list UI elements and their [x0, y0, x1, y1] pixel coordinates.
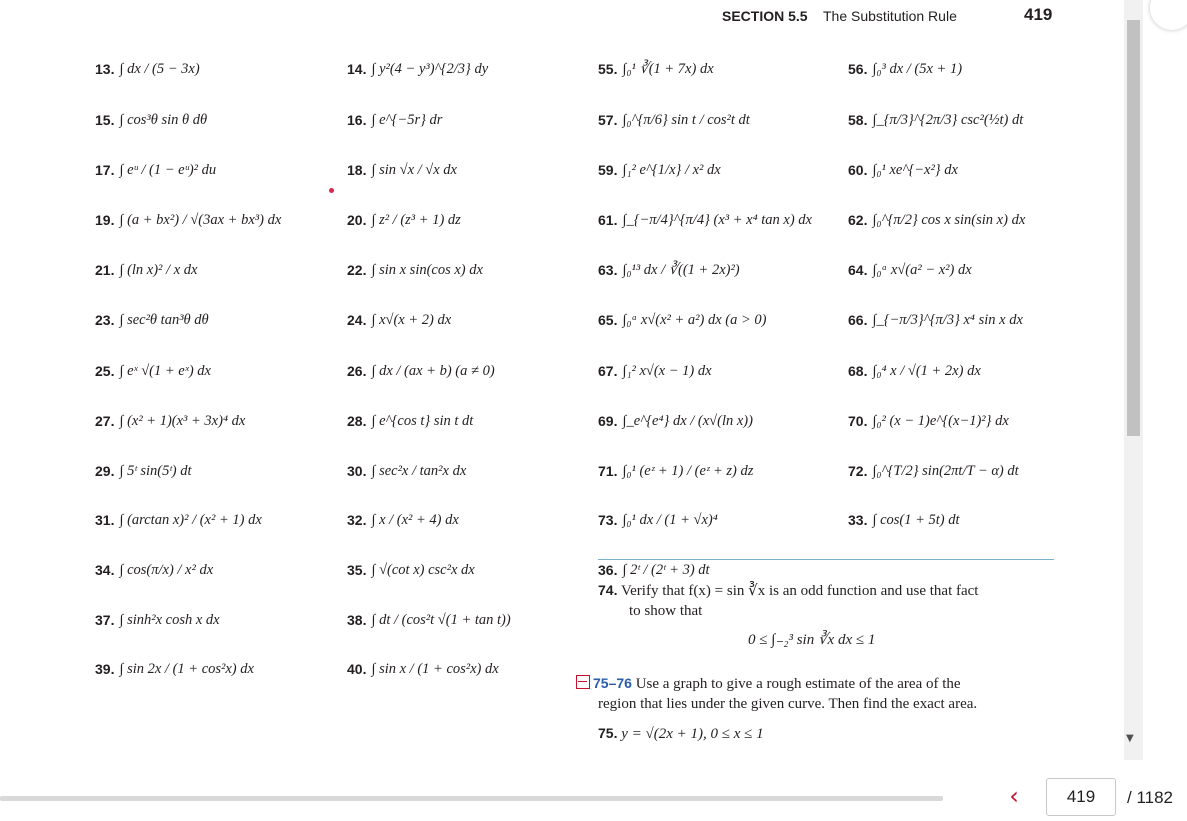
problem-number: 21.	[95, 262, 115, 278]
problem-number: 72.	[848, 463, 868, 479]
problem-item	[598, 401, 753, 441]
math-expression: ∫₀¹³ dx / ∛((1 + 2x)²)	[622, 261, 740, 278]
problem-number: 29.	[95, 463, 115, 479]
problem-number: 19.	[95, 212, 115, 228]
page-number-input[interactable]: 419	[1046, 778, 1116, 816]
problem-item	[95, 500, 262, 540]
math-expression: ∫₀¹ ∛(1 + 7x) dx	[622, 60, 714, 77]
math-expression: ∫ sin x sin(cos x) dx	[371, 261, 483, 278]
problem-text: Verify that f(x) = sin ∛x is an odd function and use that fact	[620, 583, 979, 599]
problem-item	[848, 49, 962, 89]
problem-number: 59.	[598, 162, 618, 178]
math-expression: ∫ 2ᵗ / (2ᵗ + 3) dt	[622, 561, 710, 578]
problem-item	[347, 250, 483, 290]
problem-item	[95, 100, 207, 140]
problem-number: 26.	[347, 363, 367, 379]
math-expression: ∫_{−π/3}^{π/3} x⁴ sin x dx	[872, 311, 1023, 328]
problem-item	[598, 451, 753, 491]
math-expression: ∫ (a + bx²) / √(3ax + bx³) dx	[119, 211, 282, 228]
problem-item	[95, 600, 220, 640]
problem-number: 36.	[598, 562, 618, 578]
math-expression: ∫ x / (x² + 4) dx	[371, 511, 459, 528]
math-expression: ∫₁² e^{1/x} / x² dx	[622, 161, 721, 178]
problem-number: 64.	[848, 262, 868, 278]
problem-number: 61.	[598, 212, 618, 228]
problem-number: 39.	[95, 661, 115, 677]
math-expression: ∫ cos(π/x) / x² dx	[119, 561, 214, 578]
problem-item	[848, 150, 958, 190]
problem-75-76	[576, 673, 961, 694]
problem-number: 65.	[598, 312, 618, 328]
divider	[598, 559, 1054, 560]
problem-item	[95, 649, 254, 689]
problem-number: 38.	[347, 612, 367, 628]
section-title: The Substitution Rule	[823, 8, 957, 24]
problem-number: 32.	[347, 512, 367, 528]
problem-item	[848, 500, 960, 540]
math-expression: ∫ sec²θ tan³θ dθ	[119, 311, 209, 328]
problem-number: 58.	[848, 112, 868, 128]
math-expression: ∫ sin √x / √x dx	[371, 161, 457, 178]
problem-number: 74.	[598, 582, 618, 598]
problem-item	[347, 100, 442, 140]
problem-item	[598, 351, 712, 391]
problem-number: 25.	[95, 363, 115, 379]
problem-item	[95, 200, 281, 240]
graphing-icon	[576, 675, 590, 689]
math-expression: ∫ eˣ √(1 + eˣ) dx	[119, 362, 211, 379]
problem-item	[95, 49, 200, 89]
problem-number: 17.	[95, 162, 115, 178]
problem-number: 24.	[347, 312, 367, 328]
math-expression: ∫ cos(1 + 5t) dt	[872, 511, 960, 528]
math-expression: ∫ sin 2x / (1 + cos²x) dx	[119, 660, 254, 677]
problem-item	[347, 550, 475, 590]
math-expression: ∫ sec²x / tan²x dx	[371, 462, 467, 479]
math-expression: ∫₁² x√(x − 1) dx	[622, 362, 712, 379]
math-expression: ∫ y²(4 − y³)^{2/3} dy	[371, 60, 489, 77]
annotation-dot	[329, 188, 334, 193]
problem-item	[598, 200, 812, 240]
math-expression: ∫ √(cot x) csc²x dx	[371, 561, 475, 578]
problem-number: 16.	[347, 112, 367, 128]
problem-item	[347, 600, 511, 640]
math-expression: ∫ e^{cos t} sin t dt	[371, 412, 474, 429]
problem-item	[95, 150, 216, 190]
math-expression: ∫₀¹ (eᶻ + 1) / (eᶻ + z) dz	[622, 462, 754, 479]
problem-number: 60.	[848, 162, 868, 178]
problem-number: 15.	[95, 112, 115, 128]
problem-number: 35.	[347, 562, 367, 578]
problem-text: Use a graph to give a rough estimate of the area of the	[635, 676, 961, 692]
problem-number: 22.	[347, 262, 367, 278]
math-expression: ∫ dx / (5 − 3x)	[119, 60, 200, 77]
problem-item	[598, 250, 740, 290]
problem-text: region that lies under the given curve. Then find the exact area.	[598, 696, 978, 712]
math-expression: ∫₀^{π/2} cos x sin(sin x) dx	[872, 211, 1026, 228]
math-expression: ∫₀ᵃ x√(a² − x²) dx	[872, 261, 972, 278]
problem-item	[598, 300, 766, 340]
problem-number: 75.	[598, 725, 618, 741]
problem-number: 73.	[598, 512, 618, 528]
problem-number: 70.	[848, 413, 868, 429]
problem-number: 30.	[347, 463, 367, 479]
math-expression: ∫_e^{e⁴} dx / (x√(ln x))	[622, 412, 753, 429]
scrollbar-thumb[interactable]	[1127, 20, 1140, 436]
problem-number: 34.	[95, 562, 115, 578]
problem-number: 31.	[95, 512, 115, 528]
math-expression: ∫₀⁴ x / √(1 + 2x) dx	[872, 362, 981, 379]
math-expression: ∫₀^{T/2} sin(2πt/T − α) dt	[872, 462, 1019, 479]
problem-number: 27.	[95, 413, 115, 429]
math-expression: ∫₀^{π/6} sin t / cos²t dt	[622, 111, 750, 128]
problem-74-inequality	[748, 630, 875, 650]
math-expression: ∫₀² (x − 1)e^{(x−1)²} dx	[872, 412, 1009, 429]
problem-number: 71.	[598, 463, 618, 479]
problem-item	[95, 250, 197, 290]
problem-item	[347, 49, 488, 89]
math-expression: ∫ (x² + 1)(x³ + 3x)⁴ dx	[119, 412, 246, 429]
problem-75	[598, 723, 764, 744]
problem-item	[95, 351, 211, 391]
problem-74-cont	[629, 601, 702, 621]
problem-number: 57.	[598, 112, 618, 128]
problem-item	[347, 649, 499, 689]
problem-number: 67.	[598, 363, 618, 379]
problem-number: 75–76	[593, 675, 632, 691]
problem-75-76-cont	[598, 694, 977, 714]
math-expression: y = √(2x + 1), 0 ≤ x ≤ 1	[621, 726, 764, 742]
math-expression: ∫ (ln x)² / x dx	[119, 261, 198, 278]
problem-item	[848, 200, 1025, 240]
problem-number: 55.	[598, 61, 618, 77]
math-expression: ∫ z² / (z³ + 1) dz	[371, 211, 461, 228]
math-expression: ∫ dx / (ax + b) (a ≠ 0)	[371, 362, 495, 379]
problem-item	[598, 49, 714, 89]
problem-item	[347, 401, 473, 441]
math-expression: ∫_{−π/4}^{π/4} (x³ + x⁴ tan x) dx	[622, 211, 812, 228]
math-expression: 0 ≤ ∫₋₂³ sin ∛x dx ≤ 1	[748, 632, 876, 648]
problem-item	[95, 300, 209, 340]
math-expression: ∫ sinh²x cosh x dx	[119, 611, 220, 628]
problem-item	[347, 451, 466, 491]
problem-item	[347, 150, 457, 190]
problem-item	[848, 401, 1009, 441]
problem-item	[848, 100, 1023, 140]
math-expression: ∫₀¹ xe^{−x²} dx	[872, 161, 958, 178]
problem-number: 68.	[848, 363, 868, 379]
problem-item	[598, 150, 721, 190]
math-expression: ∫ sin x / (1 + cos²x) dx	[371, 660, 499, 677]
page-number: 419	[1024, 5, 1053, 24]
problem-text: to show that	[629, 603, 703, 619]
problem-number: 33.	[848, 512, 868, 528]
problem-item	[95, 550, 213, 590]
horizontal-scrollbar[interactable]	[0, 796, 943, 801]
problem-number: 28.	[347, 413, 367, 429]
math-expression: ∫ 5ᵗ sin(5ᵗ) dt	[119, 462, 192, 479]
problem-number: 63.	[598, 262, 618, 278]
problem-number: 18.	[347, 162, 367, 178]
problem-number: 23.	[95, 312, 115, 328]
running-header	[722, 6, 1057, 28]
side-panel-toggle[interactable]	[1150, 0, 1187, 30]
math-expression: ∫ (arctan x)² / (x² + 1) dx	[119, 511, 262, 528]
previous-page-button[interactable]: ‹	[1009, 782, 1019, 810]
math-expression: ∫_{π/3}^{2π/3} csc²(½t) dt	[872, 111, 1024, 128]
problem-item	[347, 200, 461, 240]
problem-item	[347, 351, 495, 391]
math-expression: ∫ eᵘ / (1 − eᵘ)² du	[119, 161, 217, 178]
problem-number: 14.	[347, 61, 367, 77]
problem-item	[95, 401, 245, 441]
scroll-down-icon[interactable]: ▼	[1126, 733, 1134, 744]
problem-number: 13.	[95, 61, 115, 77]
math-expression: ∫ x√(x + 2) dx	[371, 311, 452, 328]
problem-number: 40.	[347, 661, 367, 677]
problem-item	[848, 300, 1023, 340]
math-expression: ∫₀ᵃ x√(x² + a²) dx (a > 0)	[622, 311, 767, 328]
math-expression: ∫ dt / (cos²t √(1 + tan t))	[371, 611, 511, 628]
math-expression: ∫₀¹ dx / (1 + √x)⁴	[622, 511, 718, 528]
total-pages-label: / 1182	[1127, 788, 1174, 807]
problem-number: 37.	[95, 612, 115, 628]
math-expression: ∫₀³ dx / (5x + 1)	[872, 60, 963, 77]
section-label: SECTION 5.5	[722, 8, 808, 24]
problem-item	[598, 100, 750, 140]
math-expression: ∫ e^{−5r} dr	[371, 111, 443, 128]
problem-number: 62.	[848, 212, 868, 228]
problem-item	[95, 451, 192, 491]
problem-item	[848, 351, 981, 391]
problem-number: 56.	[848, 61, 868, 77]
problem-number: 69.	[598, 413, 618, 429]
problem-item	[347, 300, 451, 340]
problem-number: 20.	[347, 212, 367, 228]
problem-74	[598, 580, 978, 601]
problem-item	[598, 500, 718, 540]
problem-item	[848, 250, 972, 290]
problem-item	[347, 500, 459, 540]
problem-item	[848, 451, 1019, 491]
problem-number: 66.	[848, 312, 868, 328]
math-expression: ∫ cos³θ sin θ dθ	[119, 111, 208, 128]
